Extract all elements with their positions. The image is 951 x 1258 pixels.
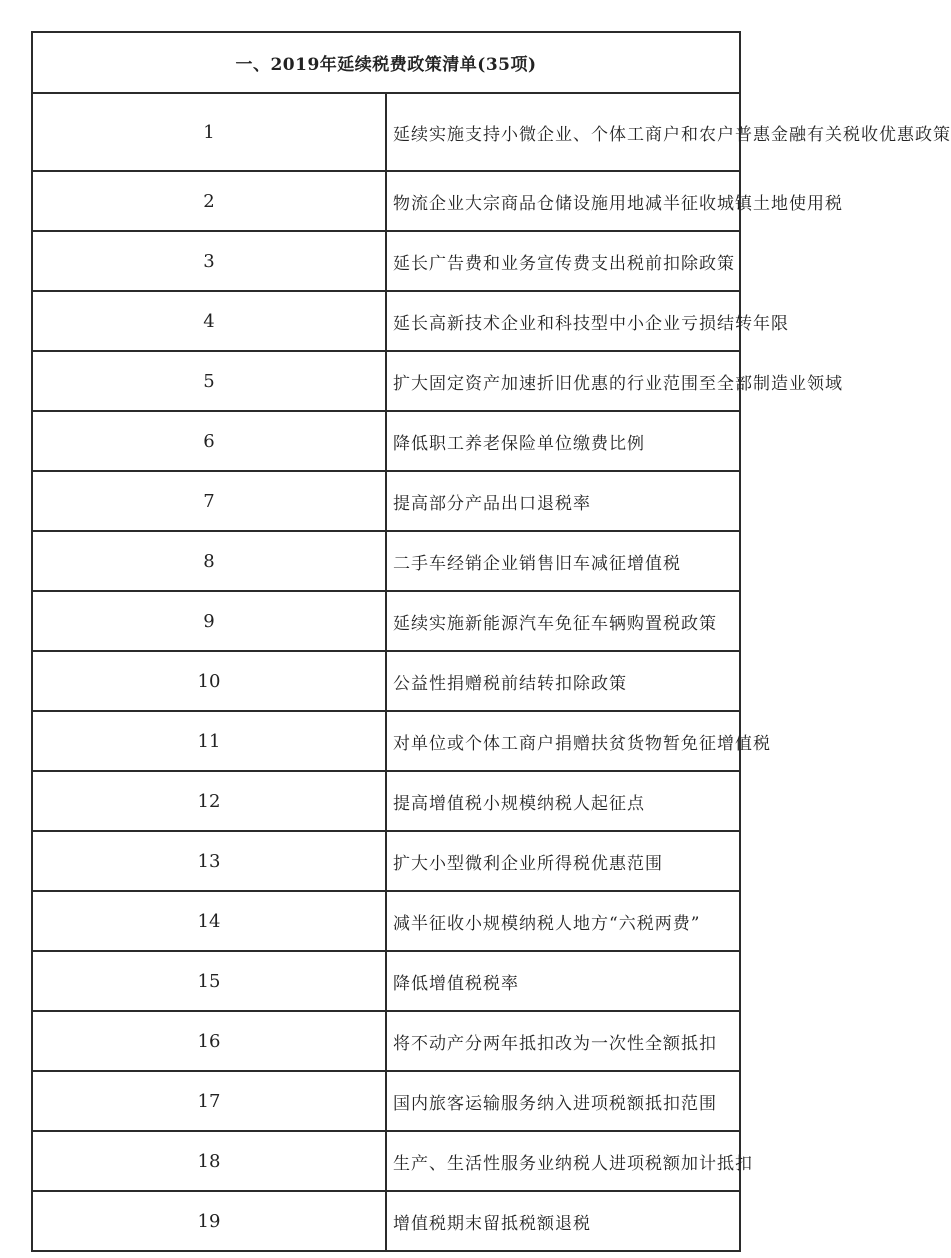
table-row	[32, 831, 740, 891]
item-number: 2	[32, 171, 386, 231]
item-number: 15	[32, 951, 386, 1011]
item-number: 6	[32, 411, 386, 471]
table-row	[32, 93, 740, 171]
item-description: 扩大固定资产加速折旧优惠的行业范围至全部制造业领域	[386, 351, 740, 411]
table-row	[32, 351, 740, 411]
policy-table	[31, 31, 951, 1252]
item-description: 提高部分产品出口退税率	[386, 471, 740, 531]
table-row	[32, 591, 740, 651]
item-number: 13	[32, 831, 386, 891]
item-number: 19	[32, 1191, 386, 1251]
item-number: 17	[32, 1071, 386, 1131]
item-description: 物流企业大宗商品仓储设施用地减半征收城镇土地使用税	[386, 171, 740, 231]
item-description: 提高增值税小规模纳税人起征点	[386, 771, 740, 831]
table-row	[32, 651, 740, 711]
item-description: 延续实施新能源汽车免征车辆购置税政策	[386, 591, 740, 651]
item-description: 二手车经销企业销售旧车减征增值税	[386, 531, 740, 591]
table-row	[32, 471, 740, 531]
table-title: 一、2019年延续税费政策清单(35项)	[32, 32, 740, 93]
item-number: 18	[32, 1131, 386, 1191]
item-number: 4	[32, 291, 386, 351]
table-row	[32, 531, 740, 591]
table-row	[32, 411, 740, 471]
item-description: 降低增值税税率	[386, 951, 740, 1011]
item-description: 增值税期末留抵税额退税	[386, 1191, 740, 1251]
item-number: 7	[32, 471, 386, 531]
item-number: 8	[32, 531, 386, 591]
item-description: 将不动产分两年抵扣改为一次性全额抵扣	[386, 1011, 740, 1071]
item-number: 1	[32, 93, 386, 171]
item-description: 生产、生活性服务业纳税人进项税额加计抵扣	[386, 1131, 740, 1191]
item-number: 10	[32, 651, 386, 711]
item-number: 16	[32, 1011, 386, 1071]
table-row	[32, 951, 740, 1011]
table-row	[32, 1191, 740, 1251]
table-row	[32, 1011, 740, 1071]
item-number: 9	[32, 591, 386, 651]
item-description: 国内旅客运输服务纳入进项税额抵扣范围	[386, 1071, 740, 1131]
table-row	[32, 891, 740, 951]
table-row	[32, 1131, 740, 1191]
table-row	[32, 171, 740, 231]
item-description: 延长广告费和业务宣传费支出税前扣除政策	[386, 231, 740, 291]
item-number: 3	[32, 231, 386, 291]
item-description: 延续实施支持小微企业、个体工商户和农户普惠金融有关税收优惠政策	[386, 93, 740, 171]
item-description: 公益性捐赠税前结转扣除政策	[386, 651, 740, 711]
policy-table-body	[32, 32, 951, 1251]
table-row	[32, 231, 740, 291]
item-number: 14	[32, 891, 386, 951]
item-description: 减半征收小规模纳税人地方“六税两费”	[386, 891, 740, 951]
item-description: 延长高新技术企业和科技型中小企业亏损结转年限	[386, 291, 740, 351]
item-description: 对单位或个体工商户捐赠扶贫货物暂免征增值税	[386, 711, 740, 771]
item-description: 降低职工养老保险单位缴费比例	[386, 411, 740, 471]
item-number: 5	[32, 351, 386, 411]
table-row	[32, 771, 740, 831]
item-description: 扩大小型微利企业所得税优惠范围	[386, 831, 740, 891]
table-row	[32, 711, 740, 771]
table-row	[32, 1071, 740, 1131]
table-title-row	[32, 32, 740, 93]
item-number: 12	[32, 771, 386, 831]
table-row	[32, 291, 740, 351]
item-number: 11	[32, 711, 386, 771]
